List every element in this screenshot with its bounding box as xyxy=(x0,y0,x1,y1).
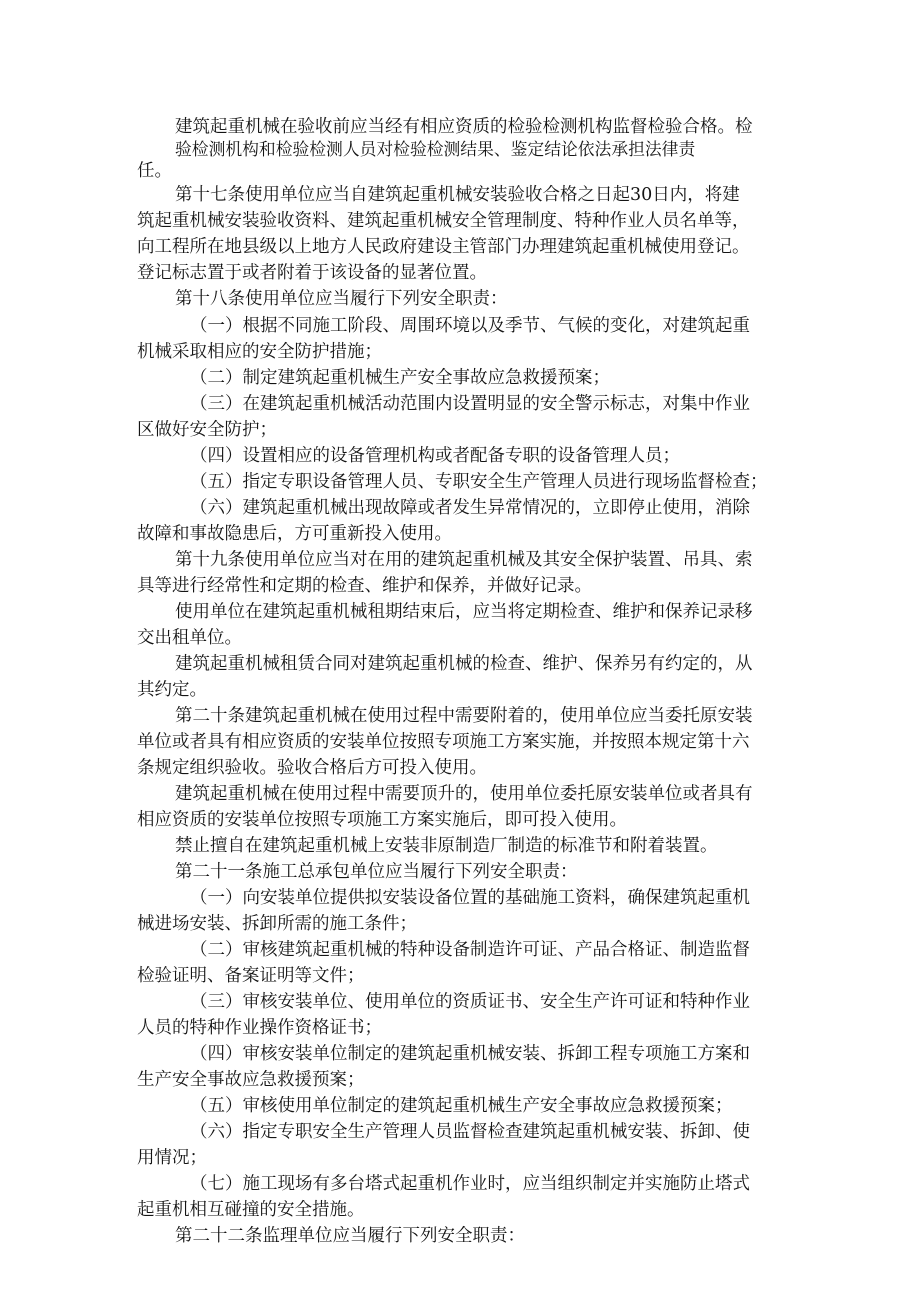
text-line: 机械采取相应的安全防护措施； xyxy=(137,342,382,362)
text-line: （五）审核使用单位制定的建筑起重机械生产安全事故应急救援预案； xyxy=(190,1096,733,1116)
text-line: 第十九条使用单位应当对在用的建筑起重机械及其安全保护装置、吊具、索 xyxy=(175,550,753,570)
text-line: 第二十条建筑起重机械在使用过程中需要附着的，使用单位应当委托原安装 xyxy=(175,706,753,726)
text-line: （四）审核安装单位制定的建筑起重机械安装、拆卸工程专项施工方案和 xyxy=(190,1044,750,1064)
text-line: （一）向安装单位提供拟安装设备位置的基础施工资料，确保建筑起重机 xyxy=(190,888,750,908)
text-line: （二）制定建筑起重机械生产安全事故应急救援预案； xyxy=(190,368,610,388)
text-line: 故障和事故隐患后，方可重新投入使用。 xyxy=(137,524,452,544)
text-line: 向工程所在地县级以上地方人民政府建设主管部门办理建筑起重机械使用登记。 xyxy=(137,237,750,257)
text-line: 第十八条使用单位应当履行下列安全职责： xyxy=(175,289,508,309)
text-line: 任。 xyxy=(137,161,172,181)
text-line: 建筑起重机械在使用过程中需要顶升的，使用单位委托原安装单位或者具有 xyxy=(175,784,753,804)
text-line: 第二十一条施工总承包单位应当履行下列安全职责： xyxy=(175,862,578,882)
text-line: 建筑起重机械在验收前应当经有相应资质的检验检测机构监督检验合格。检 xyxy=(175,117,753,137)
text-line: （六）指定专职安全生产管理人员监督检查建筑起重机械安装、拆卸、使 xyxy=(190,1122,750,1142)
text-line: 生产安全事故应急救援预案； xyxy=(137,1070,365,1090)
text-line: 械进场安装、拆卸所需的施工条件； xyxy=(137,914,417,934)
text-line: 人员的特种作业操作资格证书； xyxy=(137,1018,382,1038)
text-line: 第二十二条监理单位应当履行下列安全职责： xyxy=(175,1226,525,1246)
text-line: 条规定组织验收。验收合格后方可投入使用。 xyxy=(137,758,487,778)
text-line: 筑起重机械安装验收资料、建筑起重机械安全管理制度、特种作业人员名单等， xyxy=(137,211,750,231)
text-line: 具等进行经常性和定期的检查、维护和保养，并做好记录。 xyxy=(137,576,592,596)
text-line: （三）审核安装单位、使用单位的资质证书、安全生产许可证和特种作业 xyxy=(190,992,750,1012)
text-line: 单位或者具有相应资质的安装单位按照专项施工方案实施，并按照本规定第十六 xyxy=(137,732,750,752)
text-line: 相应资质的安装单位按照专项施工方案实施后，即可投入使用。 xyxy=(137,810,627,830)
text-line: 禁止擅自在建筑起重机械上安装非原制造厂制造的标准节和附着装置。 xyxy=(175,836,718,856)
text-line: （三）在建筑起重机械活动范围内设置明显的安全警示标志，对集中作业 xyxy=(190,394,750,414)
text-line: （六）建筑起重机械出现故障或者发生异常情况的，立即停止使用，消除 xyxy=(190,498,750,518)
text-line: 检验证明、备案证明等文件； xyxy=(137,966,365,986)
text-line: 交出租单位。 xyxy=(137,628,242,648)
text-line: 其约定。 xyxy=(137,680,207,700)
text-line: （二）审核建筑起重机械的特种设备制造许可证、产品合格证、制造监督 xyxy=(190,940,750,960)
text-line: 验检测机构和检验检测人员对检验检测结果、鉴定结论依法承担法律责 xyxy=(175,139,696,159)
text-line: （一）根据不同施工阶段、周围环境以及季节、气候的变化，对建筑起重 xyxy=(190,316,750,336)
text-line: （七）施工现场有多台塔式起重机作业时，应当组织制定并实施防止塔式 xyxy=(190,1174,750,1194)
text-line: 区做好安全防护； xyxy=(137,420,277,440)
text-line: （五）指定专职设备管理人员、专职安全生产管理人员进行现场监督检查； xyxy=(190,472,768,492)
text-line: （四）设置相应的设备管理机构或者配备专职的设备管理人员； xyxy=(190,446,680,466)
text-line: 使用单位在建筑起重机械租期结束后，应当将定期检查、维护和保养记录移 xyxy=(175,602,753,622)
text-line: 建筑起重机械租赁合同对建筑起重机械的检查、维护、保养另有约定的，从 xyxy=(175,654,753,674)
text-line: 第十七条使用单位应当自建筑起重机械安装验收合格之日起30日内，将建 xyxy=(175,185,740,205)
text-line: 起重机相互碰撞的安全措施。 xyxy=(137,1200,365,1220)
text-line: 登记标志置于或者附着于该设备的显著位置。 xyxy=(137,263,487,283)
text-line: 用情况； xyxy=(137,1148,207,1168)
